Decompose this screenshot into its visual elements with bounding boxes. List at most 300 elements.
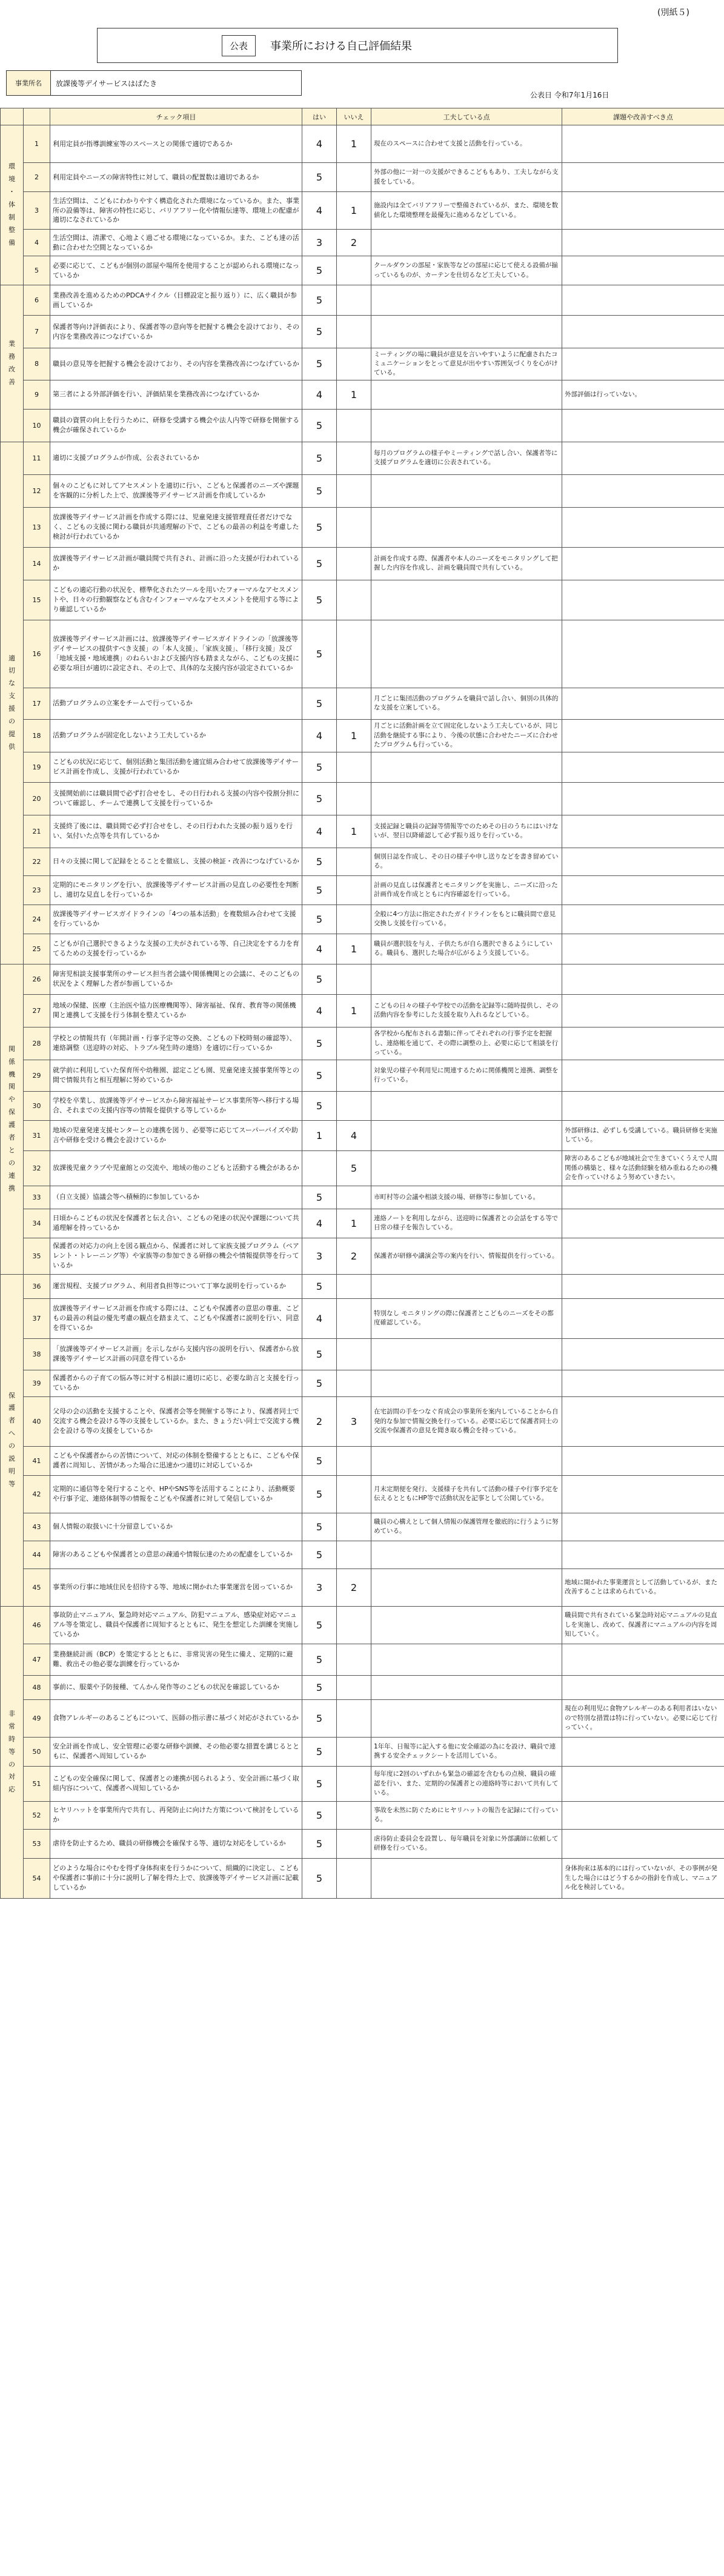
action-text: 特別なし モニタリングの際に保護者とこどものニーズをその都度確認している。 [371,1298,562,1338]
form-label: (別紙５) [657,8,689,18]
yes-count: 5 [302,285,337,316]
office-name: 放課後等デイサービスはばたき [56,79,158,88]
yes-count: 5 [302,848,337,875]
yes-count: 5 [302,1606,337,1644]
no-count [337,1060,371,1091]
item-question: 放課後等デイサービス計画には、放課後等デイサービスガイドラインの「放課後等デイサービスの提供すべき支援」の「本人支援」、「家族支援」、「移行支援」及び「地域支援・地域連携」のねらいおよび支援内容も踏まえながら、こどもの支援に必要な項目が適切に設定され、その上で、具体的な支援内容が設定されているか [50,620,302,688]
issue-text [562,192,724,230]
header-no: いいえ [337,108,371,125]
no-count [337,752,371,782]
title-box [97,28,618,63]
item-question: 生活空間は、こどもにわかりやすく構造化された環境になっているか。また、事業所の設備等は、障害の特性に応じ、バリアフリー化や情報伝達等、環境上の配慮が適切になされているか [50,192,302,230]
no-count [337,1644,371,1675]
action-text: 在宅訪問の手をつなぐ育成会の事業所を案内していることから自発的な参加で情報交換を行っている。必要に応じて保護者同士の交流や保護者の意見を聞き取る機会を持っている。 [371,1396,562,1446]
action-text: 虐待防止委員会を設置し、毎年職員を対象に外部講師に依頼して研修を行っている。 [371,1829,562,1858]
no-count: 1 [337,934,371,964]
item-number: 45 [24,1569,50,1606]
item-question: 定期的に通信等を発行することや、HPやSNS等を活用することにより、活動概要や行事予定、連絡体制等の情報をこどもや保護者に対して発信しているか [50,1475,302,1513]
item-number: 31 [24,1120,50,1150]
yes-count: 5 [302,1513,337,1541]
no-count [337,964,371,994]
table-row [1,256,724,285]
item-question: 生活空間は、清潔で、心地よく過ごせる環境になっているか。また、こども達の活動に合わせた空間となっているか [50,230,302,256]
no-count [337,442,371,474]
yes-count: 5 [302,1541,337,1569]
item-number: 23 [24,875,50,905]
issue-text [562,285,724,316]
item-question: 虐待を防止するため、職員の研修機会を確保する等、適切な対応をしているか [50,1829,302,1858]
issue-text [562,1338,724,1370]
item-number: 32 [24,1150,50,1186]
issue-text [562,1396,724,1446]
item-number: 46 [24,1606,50,1644]
action-text: 計画の見直しは保護者とモニタリングを実施し、ニーズに沿った計画作成を作成とともに内容確認を行っている。 [371,875,562,905]
table-row [1,125,724,163]
action-text [371,1446,562,1475]
item-question: こどもの安全確保に関して、保護者との連携が図られるよう、安全計画に基づく取組内容について、保護者へ周知しているか [50,1766,302,1801]
yes-count: 5 [302,875,337,905]
yes-count: 3 [302,230,337,256]
yes-count: 4 [302,380,337,409]
issue-text [562,1186,724,1209]
item-question: 地域の保健、医療（主治医や協力医療機関等）、障害福祉、保育、教育等の関係機関と連携して支援を行う体制を整えているか [50,994,302,1027]
issue-text [562,1675,724,1699]
no-count [337,875,371,905]
item-number: 18 [24,719,50,752]
issue-text [562,547,724,580]
item-question: 活動プログラムが固定化しないよう工夫しているか [50,719,302,752]
issue-text: 外部評価は行っていない。 [562,380,724,409]
table-row [1,1569,724,1606]
item-number: 50 [24,1737,50,1766]
no-count: 1 [337,1209,371,1238]
item-question: （自立支援）協議会等へ積極的に参加しているか [50,1186,302,1209]
action-text [371,1699,562,1737]
yes-count: 4 [302,994,337,1027]
table-row [1,1060,724,1091]
issue-text [562,507,724,547]
action-text: 職員の心構えとして個人情報の保護管理を徹底的に行うように努めている。 [371,1513,562,1541]
yes-count: 5 [302,1274,337,1298]
item-number: 52 [24,1801,50,1829]
no-count: 1 [337,192,371,230]
item-question: どのような場合にやむを得ず身体拘束を行うかについて、組織的に決定し、こどもや保護者に事前に十分に説明し了解を得た上で、放課後等デイサービス計画に記載しているか [50,1858,302,1898]
item-question: 学校を卒業し、放課後等デイサービスから障害福祉サービス事業所等へ移行する場合、それまでの支援内容等の情報を提供する等しているか [50,1091,302,1120]
no-count [337,547,371,580]
yes-count: 5 [302,163,337,192]
yes-count [302,1150,337,1186]
table-row [1,1513,724,1541]
action-text [371,1644,562,1675]
issue-text [562,348,724,380]
item-question: 安全計画を作成し、安全管理に必要な研修や訓練、その他必要な措置を講じるとともに、保護者へ周知しているか [50,1737,302,1766]
yes-count: 5 [302,782,337,815]
item-number: 33 [24,1186,50,1209]
item-question: 定期的にモニタリングを行い、放課後等デイサービス計画の見直しの必要性を判断し、適切な見直しを行っているか [50,875,302,905]
item-question: 利用定員やニーズの障害特性に対して、職員の配置数は適切であるか [50,163,302,192]
item-question: 地域の児童発達支援センターとの連携を図り、必要等に応じてスーパーバイズや助言や研修を受ける機会を設けているか [50,1120,302,1150]
item-number: 35 [24,1238,50,1274]
item-number: 51 [24,1766,50,1801]
yes-count: 5 [302,1027,337,1060]
no-count [337,285,371,316]
table-row [1,507,724,547]
item-number: 7 [24,316,50,348]
yes-count: 4 [302,719,337,752]
no-count: 1 [337,994,371,1027]
action-text [371,1274,562,1298]
action-text: 月末定期便を発行、支援様子を共有して活動の様子や行事予定を伝えるとともにHP等で活動状況を記事として公開している。 [371,1475,562,1513]
table-row [1,380,724,409]
issue-text [562,1446,724,1475]
item-number: 28 [24,1027,50,1060]
action-text [371,1150,562,1186]
item-number: 37 [24,1298,50,1338]
table-row [1,547,724,580]
item-number: 10 [24,409,50,442]
table-row [1,1541,724,1569]
item-number: 40 [24,1396,50,1446]
header-issue: 課題や改善すべき点 [562,108,724,125]
yes-count: 4 [302,192,337,230]
item-question: 放課後等デイサービス計画を作成する際には、児童発達支援管理責任者だけでなく、こどもの支援に関わる職員が共通理解の下で、こどもの最善の利益を考慮した検討が行われているか [50,507,302,547]
issue-text: 障害のあるこどもが地域社会で生きていくうえで人間関係の構築と、様々な活動経験を積み重ねるための機会を作っていけるよう努めていきたい。 [562,1150,724,1186]
action-text: 月ごとに集団活動のプログラムを職員で話し合い、個別の具体的な支援を立案している。 [371,688,562,719]
table-row [1,1446,724,1475]
table-row [1,1209,724,1238]
issue-text: 地域に開かれた事業運営として活動しているが、また改善することは求められている。 [562,1569,724,1606]
item-number: 44 [24,1541,50,1569]
table-row [1,1120,724,1150]
table-row [1,316,724,348]
issue-text [562,1060,724,1091]
issue-text [562,230,724,256]
yes-count: 5 [302,1370,337,1396]
item-number: 4 [24,230,50,256]
issue-text [562,580,724,620]
action-text: 全般に4つ方法に指定されたガイドラインをもとに職員間で意見交換し支援を行っている。 [371,905,562,934]
no-count: 1 [337,380,371,409]
item-question: ヒヤリハットを事業所内で共有し、再発防止に向けた方策について検討をしているか [50,1801,302,1829]
public-badge: 公表 [222,35,256,56]
table-row [1,848,724,875]
yes-count: 5 [302,1186,337,1209]
no-count [337,1027,371,1060]
no-count: 1 [337,815,371,848]
no-count: 1 [337,125,371,163]
no-count [337,256,371,285]
item-number: 49 [24,1699,50,1737]
item-number: 26 [24,964,50,994]
item-number: 41 [24,1446,50,1475]
table-row [1,782,724,815]
no-count [337,1298,371,1338]
no-count [337,1801,371,1829]
item-question: 適切に支援プログラムが作成、公表されているか [50,442,302,474]
category-cell: 適 切 な 支 援 の 提 供 [1,442,24,964]
issue-text [562,620,724,688]
no-count [337,1338,371,1370]
yes-count: 5 [302,620,337,688]
issue-text [562,1801,724,1829]
action-text [371,474,562,507]
item-number: 47 [24,1644,50,1675]
item-number: 38 [24,1338,50,1370]
no-count [337,905,371,934]
action-text: 施設内は全てバリアフリーで整備されているが、また、環境を数値化した環境整理を最優先に進めるなどしている。 [371,192,562,230]
issue-text [562,1238,724,1274]
header-category [1,108,24,125]
action-text [371,230,562,256]
no-count: 2 [337,1238,371,1274]
category-cell: 保 護 者 へ の 説 明 等 [1,1274,24,1606]
table-row [1,474,724,507]
no-count [337,688,371,719]
item-number: 13 [24,507,50,547]
yes-count: 5 [302,348,337,380]
table-row [1,688,724,719]
table-row [1,580,724,620]
issue-text [562,964,724,994]
item-number: 24 [24,905,50,934]
action-text: 毎月のプログラムの様子やミーティングで話し合い、保護者等に支援プログラムを適切に公表されている。 [371,442,562,474]
no-count [337,782,371,815]
item-question: 職員の意見等を把握する機会を設けており、その内容を業務改善につなげているか [50,348,302,380]
yes-count: 5 [302,442,337,474]
yes-count: 2 [302,1396,337,1446]
action-text [371,964,562,994]
item-question: 職員の資質の向上を行うために、研修を受講する機会や法人内等で研修を開催する機会が確保されているか [50,409,302,442]
issue-text [562,409,724,442]
issue-text [562,1644,724,1675]
no-count [337,1737,371,1766]
yes-count: 1 [302,1120,337,1150]
no-count [337,1766,371,1801]
item-question: 学校との情報共有（年間計画・行事予定等の交換、こどもの下校時刻の確認等）、連絡調整（送迎時の対応、トラブル発生時の連絡）を適切に行っているか [50,1027,302,1060]
action-text [371,409,562,442]
table-row [1,163,724,192]
item-question: こどもが自己選択できるような支援の工夫がされている等、自己決定をする力を育てるための支援を行っているか [50,934,302,964]
table-row [1,442,724,474]
yes-count: 5 [302,507,337,547]
issue-text [562,688,724,719]
no-count [337,409,371,442]
action-text [371,752,562,782]
action-text: 連絡ノートを利用しながら、送迎時に保護者との会話をする等で日常の様子を報告している。 [371,1209,562,1238]
item-number: 48 [24,1675,50,1699]
no-count [337,848,371,875]
action-text: 現在のスペースに合わせて支援と活動を行っている。 [371,125,562,163]
action-text: 各学校から配布される書類に伴ってそれぞれの行事予定を把握し、連絡帳を通じて、その際に調整の上、必要に応じて相談を行っている。 [371,1027,562,1060]
no-count: 4 [337,1120,371,1150]
issue-text [562,934,724,964]
action-text [371,316,562,348]
item-number: 30 [24,1091,50,1120]
item-question: 保護者の対応力の向上を図る観点から、保護者に対して家族支援プログラム（ペアレント・トレーニング等）や家族等の参加できる研修の機会や情報提供等を行っているか [50,1238,302,1274]
item-question: こどもの状況に応じて、個別活動と集団活動を適宜組み合わせて放課後等デイサービス計画を作成し、支援が行われているか [50,752,302,782]
table-row [1,1370,724,1396]
action-text [371,285,562,316]
issue-text [562,1027,724,1060]
item-question: 利用定員が指導訓練室等のスペースとの関係で適切であるか [50,125,302,163]
no-count [337,163,371,192]
table-row [1,905,724,934]
action-text [371,620,562,688]
header-yes: はい [302,108,337,125]
yes-count: 5 [302,316,337,348]
item-question: 父母の会の活動を支援することや、保護者会等を開催する等により、保護者同士で交流する機会を設ける等の支援をしているか。また、きょうだい同士で交流する機会を設ける等の支援をしているか [50,1396,302,1446]
yes-count: 5 [302,1699,337,1737]
issue-text [562,1298,724,1338]
no-count [337,1186,371,1209]
table-row [1,1150,724,1186]
table-row [1,1801,724,1829]
yes-count: 3 [302,1569,337,1606]
yes-count: 4 [302,125,337,163]
item-number: 54 [24,1858,50,1898]
table-row [1,815,724,848]
table-row [1,1475,724,1513]
issue-text [562,442,724,474]
page-title: 事業所における自己評価結果 [270,40,413,53]
table-row [1,1186,724,1209]
action-text: 事故を未然に防ぐためにヒヤリハットの報告を記録にて行っている。 [371,1801,562,1829]
yes-count: 5 [302,1737,337,1766]
item-question: 日々の支援に関して記録をとることを徹底し、支援の検証・改善につなげているか [50,848,302,875]
yes-count: 5 [302,547,337,580]
table-row [1,192,724,230]
category-cell: 非 常 時 等 の 対 応 [1,1606,24,1898]
item-number: 36 [24,1274,50,1298]
issue-text [562,474,724,507]
item-question: 食物アレルギーのあるこどもについて、医師の指示書に基づく対応がされているか [50,1699,302,1737]
yes-count: 4 [302,815,337,848]
no-count [337,1513,371,1541]
issue-text [562,752,724,782]
item-number: 20 [24,782,50,815]
action-text: クールダウンの部屋・家族等などの部屋に応じて使える設備が揃っているものが、カーテンを仕切るなど工夫している。 [371,256,562,285]
publish-date: 公表日 令和7年1月16日 [530,91,609,99]
issue-text: 外部研修は、必ずしも受講している。職員研修を実施している。 [562,1120,724,1150]
yes-count: 5 [302,1675,337,1699]
item-question: 事業所の行事に地域住民を招待する等、地域に開かれた事業運営を図っているか [50,1569,302,1606]
no-count [337,1858,371,1898]
action-text [371,1370,562,1396]
no-count [337,1475,371,1513]
item-number: 5 [24,256,50,285]
table-row [1,409,724,442]
action-text: 支援記録と職員の記録等情報等でのためその日のうちにはいけないが、翌日以降確認して必ず振り返りを行っている。 [371,815,562,848]
table-row [1,1766,724,1801]
evaluation-table [0,108,724,1899]
item-question: 保護者等向け評価表により、保護者等の意向等を把握する機会を設けており、その内容を業務改善につなげているか [50,316,302,348]
item-number: 19 [24,752,50,782]
item-question: 放課後等デイサービス計画を作成する際には、こどもや保護者の意思の尊重、こどもの最善の利益の優先考慮の観点を踏まえて、こどもや保護者に説明を行い、同意を得ているか [50,1298,302,1338]
item-question: 活動プログラムの立案をチームで行っているか [50,688,302,719]
header-number [24,108,50,125]
action-text: 毎年度に2回のいずれかも緊急の確認を含むもの点検、職員の確認を行い、また、定期的の保護者との連絡時等において共有している。 [371,1766,562,1801]
table-row [1,1238,724,1274]
header-item: チェック項目 [50,108,302,125]
item-number: 2 [24,163,50,192]
issue-text [562,1766,724,1801]
action-text: 1年年、日報等に記入する他に安全確認の為にを設け、職員で連携する安全チェックシートを活用している。 [371,1737,562,1766]
no-count [337,1541,371,1569]
yes-count: 5 [302,1060,337,1091]
issue-text [562,163,724,192]
no-count [337,1091,371,1120]
item-number: 14 [24,547,50,580]
yes-count: 4 [302,1209,337,1238]
no-count [337,316,371,348]
table-row [1,752,724,782]
table-row [1,719,724,752]
action-text [371,1569,562,1606]
item-question: 放課後等デイサービス計画が職員間で共有され、計画に沿った支援が行われているか [50,547,302,580]
office-label: 事業所名 [7,71,51,95]
yes-count: 5 [302,1829,337,1858]
item-number: 6 [24,285,50,316]
item-number: 11 [24,442,50,474]
yes-count: 5 [302,1338,337,1370]
item-number: 22 [24,848,50,875]
table-row [1,1091,724,1120]
no-count [337,1829,371,1858]
issue-text [562,782,724,815]
yes-count: 3 [302,1238,337,1274]
item-number: 53 [24,1829,50,1858]
table-header-row [1,108,724,125]
category-cell: 環 境 ・ 体 制 整 備 [1,125,24,285]
table-row [1,230,724,256]
action-text [371,1120,562,1150]
issue-text: 現在の利用児に食物アレルギーのある利用者はいないので特別な措置は特に行っていない。必要に応じて行っていく。 [562,1699,724,1737]
yes-count: 4 [302,1298,337,1338]
action-text [371,1606,562,1644]
action-text: 職員が選択肢を与え、子供たちが自ら選択できるようにしている。職員も、選択した場合が広がるよう支援している。 [371,934,562,964]
item-number: 42 [24,1475,50,1513]
action-text: 市町村等の会議や相談支援の場、研修等に参加している。 [371,1186,562,1209]
table-row [1,964,724,994]
no-count [337,1446,371,1475]
item-number: 43 [24,1513,50,1541]
table-row [1,1829,724,1858]
action-text: 計画を作成する際、保護者や本人のニーズをモニタリングして把握した内容を作成し、計画を職員間で共有している。 [371,547,562,580]
yes-count: 5 [302,752,337,782]
item-number: 15 [24,580,50,620]
action-text: ミーティングの場に職員が意見を言いやすいように配慮されたコミュニケーションをとって意見が出やすい雰囲気づくりを心がけている。 [371,348,562,380]
yes-count: 5 [302,1858,337,1898]
yes-count: 5 [302,688,337,719]
item-question: 個人情報の取扱いに十分留意しているか [50,1513,302,1541]
item-question: 保護者からの子育ての悩み等に対する相談に適切に応じ、必要な助言と支援を行っているか [50,1370,302,1396]
item-question: 業務継続計画（BCP）を策定するとともに、非常災害の発生に備え、定期的に避難、救出その他必要な訓練を行っているか [50,1644,302,1675]
table-row [1,348,724,380]
issue-text [562,815,724,848]
action-text [371,380,562,409]
action-text [371,1675,562,1699]
action-text [371,1541,562,1569]
item-question: こどもの適応行動の状況を、標準化されたツールを用いたフォーマルなアセスメントや、日々の行動観察なども含むインフォーマルなアセスメントを使用する等により確認しているか [50,580,302,620]
action-text: 対象児の様子や利用児に関連するために関係機関と連携、調整を行っている。 [371,1060,562,1091]
action-text: 保護者が研修や講演会等の案内を行い、情報提供を行っている。 [371,1238,562,1274]
yes-count: 5 [302,1801,337,1829]
issue-text [562,1513,724,1541]
action-text: 外部の他に一対一の支援ができるこどももあり、工夫しながら支援をしている。 [371,163,562,192]
item-question: 障害のあるこどもや保護者との意思の疎通や情報伝達のための配慮をしているか [50,1541,302,1569]
no-count [337,348,371,380]
yes-count: 4 [302,934,337,964]
